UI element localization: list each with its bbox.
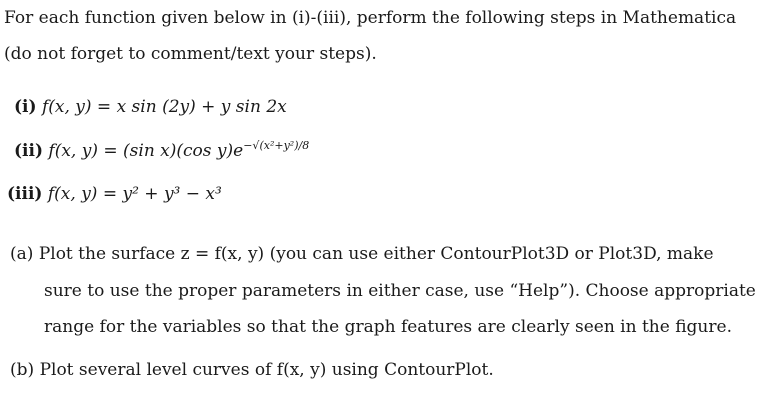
function-ii-exponent: −√(x²+y²)/8	[243, 139, 310, 152]
function-iii-rhs: y² + y³ − x³	[122, 184, 222, 204]
function-ii-label: (ii)	[14, 141, 44, 161]
function-ii-rhs: (sin x)(cos y)e	[123, 141, 244, 161]
function-iii-lhs: f(x, y) =	[47, 184, 123, 204]
step-b-line	[10, 360, 494, 380]
step-a-line-1	[10, 244, 714, 264]
step-a-line-3: range for the variables so that the graph features are clearly seen in the figure.	[44, 317, 732, 337]
step-a-label: (a)	[10, 244, 34, 264]
function-i	[14, 97, 287, 117]
intro-line-1: For each function given below in (i)-(iii), perform the following steps in Mathematica	[4, 8, 737, 28]
function-i-label: (i)	[14, 97, 37, 117]
step-b-label: (b)	[10, 360, 35, 380]
step-a-line-2: sure to use the proper parameters in either case, use “Help”). Choose appropriate	[44, 281, 756, 301]
function-ii-lhs: f(x, y) =	[48, 141, 124, 161]
function-i-rhs: x sin (2y) + y sin 2x	[116, 97, 287, 117]
function-iii	[7, 184, 222, 204]
function-ii	[14, 141, 309, 161]
step-a-text-1: Plot the surface z = f(x, y) (you can use either ContourPlot3D or Plot3D, make	[38, 244, 714, 264]
intro-line-2: (do not forget to comment/text your steps).	[4, 44, 377, 64]
function-i-lhs: f(x, y) =	[41, 97, 117, 117]
step-b-text: Plot several level curves of f(x, y) using ContourPlot.	[39, 360, 494, 380]
function-iii-label: (iii)	[7, 184, 43, 204]
